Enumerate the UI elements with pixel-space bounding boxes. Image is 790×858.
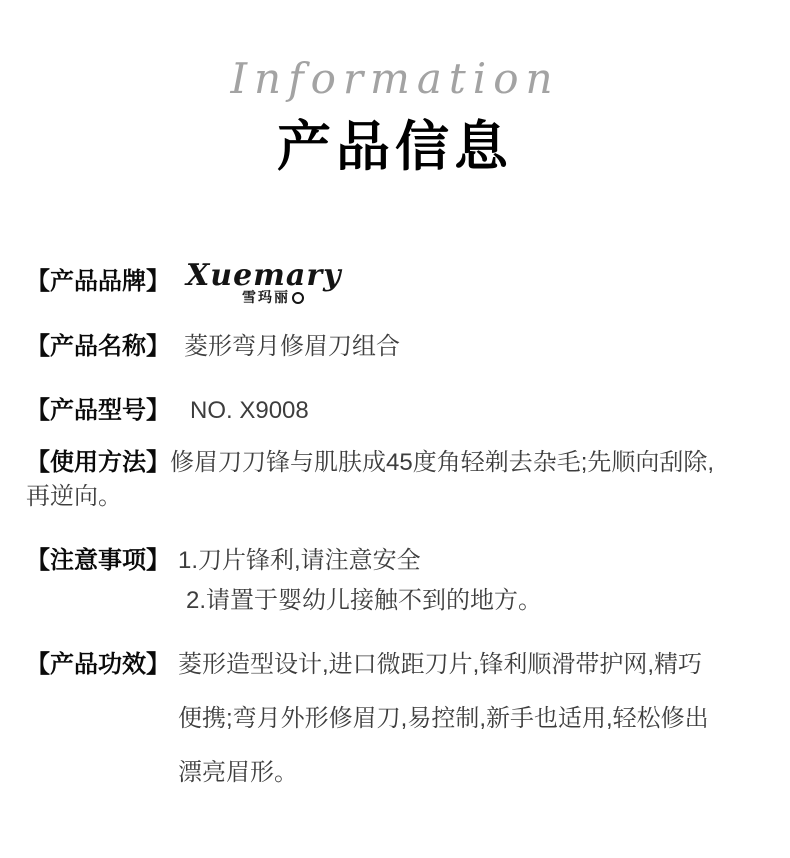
brand-logo	[186, 260, 342, 304]
brand-label: 【产品品牌】	[26, 268, 170, 295]
header	[0, 0, 790, 176]
name-label: 【产品名称】	[26, 333, 170, 360]
notice-label: 【注意事项】	[26, 547, 170, 574]
usage-text-line2: 再逆向。	[26, 483, 122, 510]
row-brand	[26, 260, 764, 304]
notice-items	[178, 544, 542, 618]
effect-text-line1: 菱形造型设计,进口微距刀片,锋利顺滑带护网,精巧	[178, 651, 703, 678]
usage-label: 【使用方法】	[26, 449, 170, 476]
effect-label: 【产品功效】	[26, 651, 170, 678]
usage-paragraph	[26, 446, 764, 514]
page-title: 产品信息	[277, 117, 513, 177]
model-label: 【产品型号】	[26, 397, 170, 424]
usage-text-line1: 修眉刀刀锋与肌肤成45度角轻剃去杂毛;先顺向刮除,	[170, 449, 715, 476]
logo-ring-icon	[292, 292, 304, 304]
effect-text	[178, 638, 709, 800]
script-title: Information	[230, 54, 560, 103]
row-usage	[26, 446, 764, 514]
notice-item-2: 2.请置于婴幼儿接触不到的地方。	[186, 587, 543, 614]
effect-text-line3: 漂亮眉形。	[178, 759, 298, 786]
row-model	[26, 394, 764, 428]
effect-text-line2: 便携;弯月外形修眉刀,易控制,新手也适用,轻松修出	[178, 705, 709, 732]
info-list	[0, 260, 790, 800]
brand-logo-script-text: Xuemary	[186, 258, 342, 293]
row-name	[26, 330, 764, 364]
row-notice	[26, 544, 764, 618]
brand-logo-cn-text: 雪玛丽	[242, 289, 290, 305]
model-value: NO. X9008	[190, 397, 309, 424]
notice-item-1: 1.刀片锋利,请注意安全	[178, 547, 421, 574]
row-effect	[26, 638, 764, 800]
name-value: 菱形弯月修眉刀组合	[184, 333, 400, 360]
